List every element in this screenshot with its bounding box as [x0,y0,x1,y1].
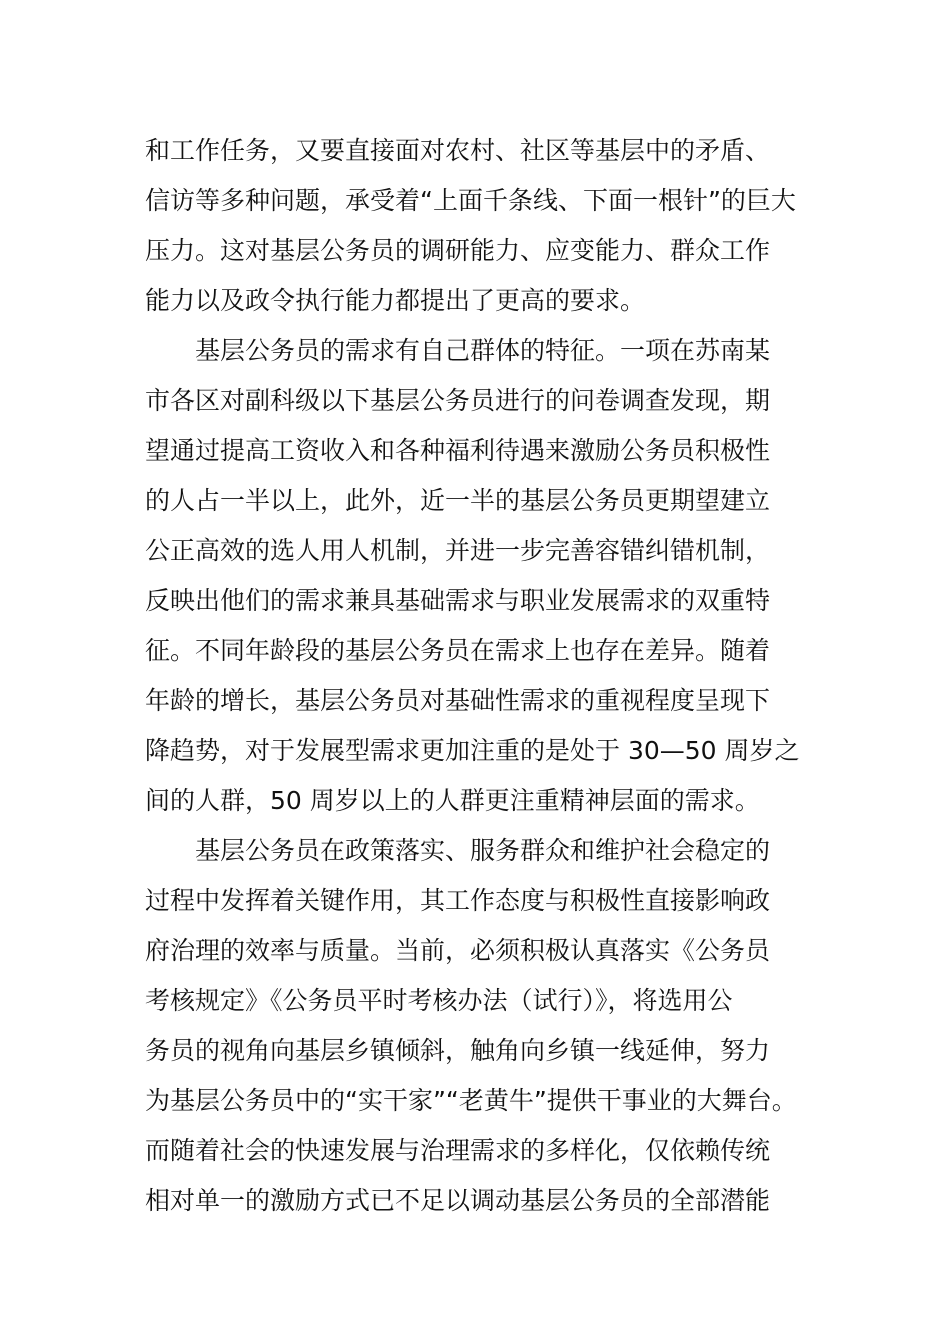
text-line: 和工作任务，又要直接面对农村、社区等基层中的矛盾、 [145,136,771,165]
text-line: 压力。这对基层公务员的调研能力、应变能力、群众工作 [145,236,771,265]
text-line: 征。不同年龄段的基层公务员在需求上也存在差异。随着 [145,636,771,665]
text-line: 间的人群，50 周岁以上的人群更注重精神层面的需求。 [145,786,760,815]
text-line: 降趋势，对于发展型需求更加注重的是处于 30—50 周岁之 [145,736,800,765]
text-line: 市各区对副科级以下基层公务员进行的问卷调查发现，期 [145,386,771,415]
text-line: 年龄的增长，基层公务员对基础性需求的重视程度呈现下 [145,686,771,715]
text-line: 望通过提高工资收入和各种福利待遇来激励公务员积极性 [145,436,771,465]
text-line: 而随着社会的快速发展与治理需求的多样化，仅依赖传统 [145,1136,771,1165]
text-line: 公正高效的选人用人机制，并进一步完善容错纠错机制， [145,536,771,565]
text-line: 信访等多种问题，承受着“上面千条线、下面一根针”的巨大 [145,186,796,215]
text-line: 府治理的效率与质量。当前，必须积极认真落实《公务员 [145,936,771,965]
text-line: 反映出他们的需求兼具基础需求与职业发展需求的双重特 [145,586,771,615]
text-line: 相对单一的激励方式已不足以调动基层公务员的全部潜能 [145,1186,771,1215]
paragraph-first-line: 基层公务员在政策落实、服务群众和维护社会稳定的 [195,836,771,865]
text-line: 过程中发挥着关键作用，其工作态度与积极性直接影响政 [145,886,771,915]
text-line: 务员的视角向基层乡镇倾斜，触角向乡镇一线延伸，努力 [145,1036,771,1065]
text-line: 为基层公务员中的“实干家”“老黄牛”提供干事业的大舞台。 [145,1086,797,1115]
body-text [145,126,810,1226]
text-line: 能力以及政令执行能力都提出了更高的要求。 [145,286,646,315]
paragraph-first-line: 基层公务员的需求有自己群体的特征。一项在苏南某 [195,336,771,365]
text-line: 考核规定》《公务员平时考核办法（试行）》，将选用公 [145,986,733,1015]
text-line: 的人占一半以上，此外，近一半的基层公务员更期望建立 [145,486,771,515]
